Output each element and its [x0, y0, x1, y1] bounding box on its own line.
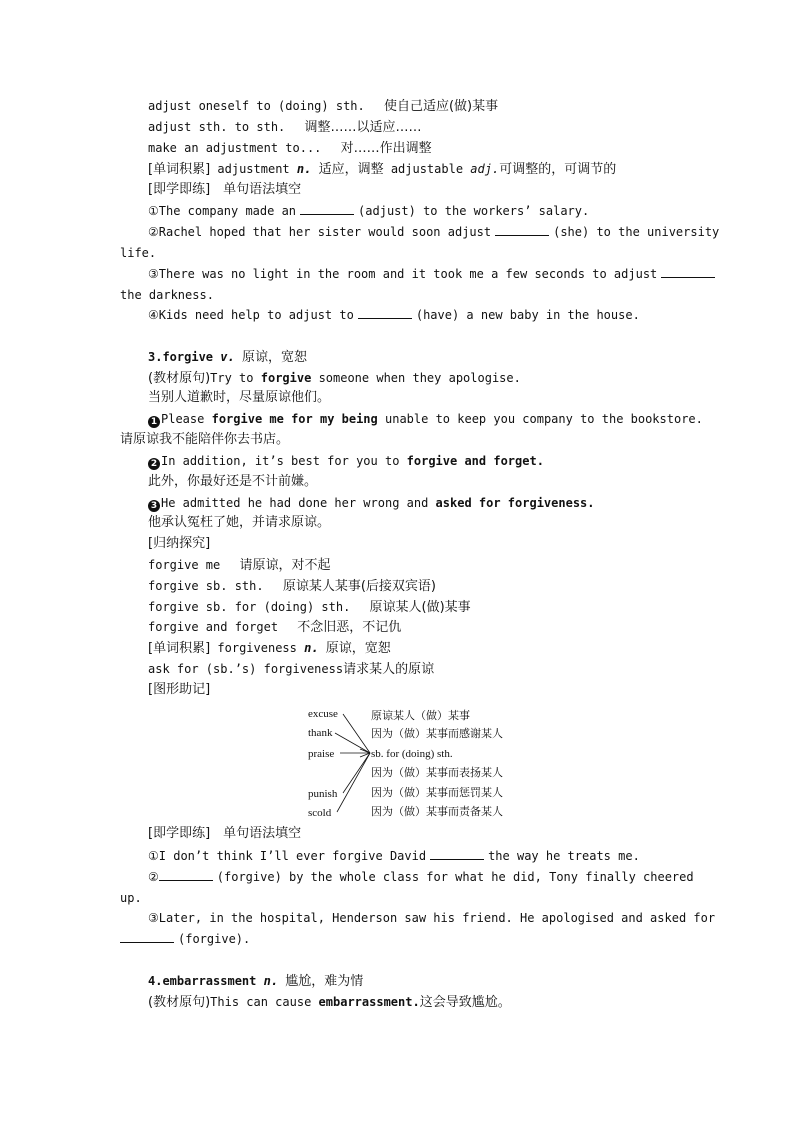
diagram-connectors [335, 714, 370, 812]
exercise-2-cont: life. [120, 246, 157, 260]
number-bullet: 2 [148, 458, 160, 470]
answer-blank[interactable] [495, 224, 549, 236]
number-bullet: 3 [148, 500, 160, 512]
memory-diagram [300, 702, 540, 824]
exercise-4: ④Kids need help to adjust to (have) a new baby in the house. [148, 308, 640, 322]
summary-label: [归纳探究] [148, 536, 211, 551]
diagram-meaning: 因为（做）某事而惩罚某人 [371, 786, 503, 799]
number-bullet: 1 [148, 416, 160, 428]
usage-4: forgive and forget 不念旧恶，不记仇 [148, 620, 402, 635]
diagram-verb: praise [308, 748, 335, 760]
exercise-3-cont: the darkness. [120, 288, 214, 302]
exercise-3: ③Later, in the hospital, Henderson saw his friend. He apologised and asked for [148, 911, 716, 925]
diagram-verb: excuse [308, 708, 338, 720]
section-heading-embarrassment: 4.embarrassment n. 尴尬，难为情 [148, 974, 364, 989]
exercise-3: ③There was no light in the room and it took me a few seconds to adjust [148, 266, 719, 282]
vocab-note: [单词积累] adjustment n. 适应，调整 adjustable adj.可调整的，可调节的 [148, 162, 617, 177]
diagram-meaning: 因为（做）某事而表扬某人 [371, 766, 503, 779]
practice-label: [即学即练] 单句语法填空 [148, 182, 302, 197]
vocab-note: [单词积累] forgiveness n. 原谅，宽恕 [148, 641, 391, 656]
phrase-line-2: adjust sth. to sth. 调整……以适应…… [148, 120, 422, 135]
example-3: 3 He admitted he had done her wrong and asked for forgiveness. [148, 495, 595, 512]
answer-blank[interactable] [159, 869, 213, 881]
diagram-verb: scold [308, 807, 332, 819]
diagram-meaning: 因为（做）某事而感谢某人 [371, 727, 503, 740]
textbook-source: (教材原句)Try to forgive someone when they apologise. [148, 371, 521, 386]
usage-ask-for: ask for (sb.’s) forgiveness请求某人的原谅 [148, 662, 435, 677]
exercise-1: ①I don’t think I’ll ever forgive David the way he treats me. [148, 849, 640, 863]
textbook-source: (教材原句)This can cause embarrassment.这会导致尴尬。 [148, 995, 511, 1010]
answer-blank[interactable] [358, 307, 412, 319]
phrase-line-1: adjust oneself to (doing) sth. 使自己适应(做)某事 [148, 99, 499, 114]
diagram-center: sb. for (doing) sth. [371, 748, 453, 760]
diagram-meaning: 原谅某人（做）某事 [371, 709, 470, 722]
section-heading-forgive: 3.forgive v. 原谅，宽恕 [148, 350, 307, 365]
example-2-translation: 此外，你最好还是不计前嫌。 [148, 474, 318, 489]
answer-blank[interactable] [300, 203, 354, 215]
diagram-label: [图形助记] [148, 682, 211, 697]
practice-label: [即学即练] 单句语法填空 [148, 826, 302, 841]
exercise-3-cont: (forgive). [120, 931, 250, 947]
answer-blank[interactable] [661, 266, 715, 278]
textbook-translation: 当别人道歉时，尽量原谅他们。 [148, 390, 331, 405]
example-3-translation: 他承认冤枉了她，并请求原谅。 [148, 515, 331, 530]
exercise-2: ② (forgive) by the whole class for what he did, Tony finally cheered [148, 870, 694, 884]
diagram-verb: punish [308, 788, 338, 800]
example-1: 1 Please forgive me for my being unable to keep you company to the bookstore. [148, 411, 703, 428]
exercise-2-cont: up. [120, 891, 142, 905]
diagram-verb: thank [308, 727, 333, 739]
usage-2: forgive sb. sth. 原谅某人某事(后接双宾语) [148, 579, 436, 594]
usage-3: forgive sb. for (doing) sth. 原谅某人(做)某事 [148, 600, 471, 615]
example-2: 2 In addition, it’s best for you to forgive and forget. [148, 453, 544, 470]
example-1-translation: 请原谅我不能陪伴你去书店。 [120, 432, 290, 447]
exercise-2: ②Rachel hoped that her sister would soon adjust (she) to the university [148, 225, 720, 239]
diagram-meaning: 因为（做）某事而责备某人 [371, 805, 503, 818]
phrase-line-3: make an adjustment to... 对……作出调整 [148, 141, 432, 156]
answer-blank[interactable] [430, 848, 484, 860]
answer-blank[interactable] [120, 931, 174, 943]
usage-1: forgive me 请原谅，对不起 [148, 558, 331, 573]
exercise-1: ①The company made an (adjust) to the workers’ salary. [148, 204, 590, 218]
